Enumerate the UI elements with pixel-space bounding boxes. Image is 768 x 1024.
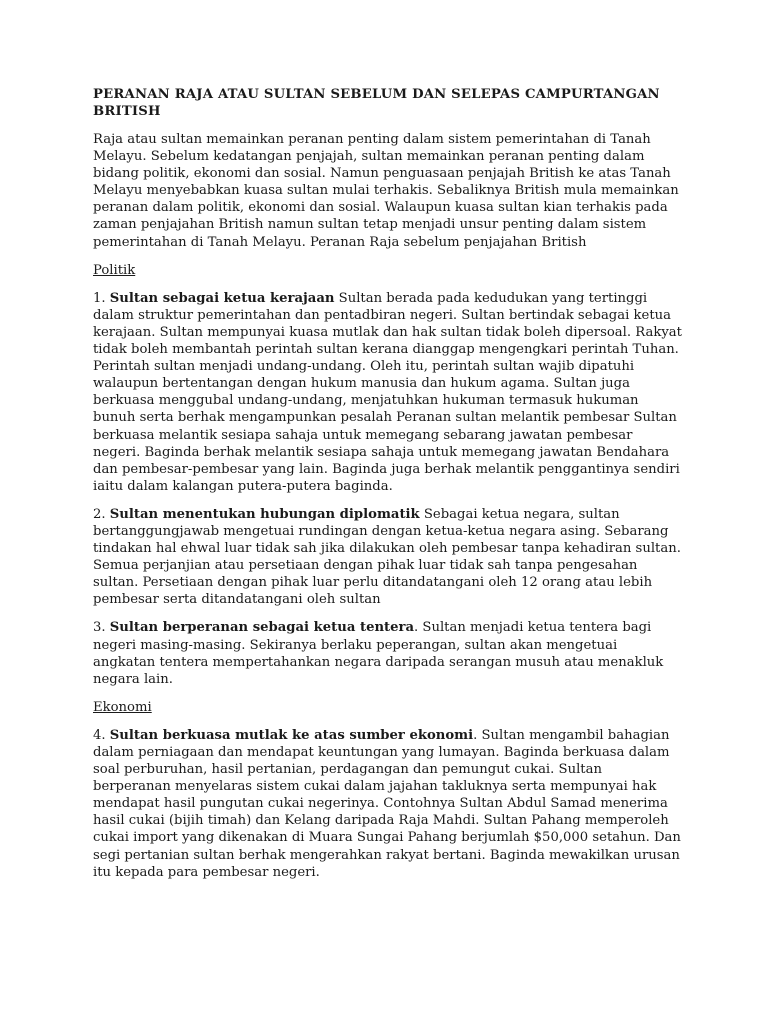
point-1-paragraph: [93, 290, 683, 495]
point-4-number: 4.: [93, 727, 110, 743]
document-body: [93, 86, 683, 892]
intro-paragraph: Raja atau sultan memainkan peranan penting dalam sistem pemerintahan di Tanah Melayu. Sebelum kedatangan penjajah, sultan memainkan peranan penting dalam bidang politik, ekonomi dan sosial. Namun penguasaan penjajah British ke atas Tanah Melayu menyebabkan kuasa sultan mulai terhakis. Sebaliknya British mula memainkan peranan dalam politik, ekonomi dan sosial. Walaupun kuasa sultan kian terhakis pada zaman penjajahan British namun sultan tetap menjadi unsur penting dalam sistem pemerintahan di Tanah Melayu. Peranan Raja sebelum penjajahan British: [93, 132, 679, 250]
document-title: PERANAN RAJA ATAU SULTAN SEBELUM DAN SELEPAS CAMPURTANGAN BRITISH: [93, 87, 660, 119]
point-3-number: 3.: [93, 620, 110, 636]
point-3-text: . Sultan menjadi ketua tentera bagi negeri masing-masing. Sekiranya berlaku peperangan, sultan akan mengetuai angkatan tentera mempertahankan negara daripada serangan musuh atau menakluk negara lain.: [93, 620, 664, 687]
section-heading-politik: Politik: [93, 262, 136, 278]
point-4-paragraph: [93, 727, 683, 881]
point-1-text: Sultan berada pada kedudukan yang tertinggi dalam struktur pemerintahan dan pentadbiran negeri. Sultan bertindak sebagai ketua kerajaan. Sultan mempunyai kuasa mutlak dan hak sultan tidak boleh dipersoal. Rakyat tidak boleh membantah perintah sultan kerana dianggap mengengkari perintah Tuhan. Perintah sultan menjadi undang-undang. Oleh itu, perintah sultan wajib dipatuhi walaupun bertentangan dengan hukum manusia dan hukum agama. Sultan juga berkuasa menggubal undang-undang, menjatuhkan hukuman termasuk hukuman bunuh serta berhak mengampunkan pesalah Peranan sultan melantik pembesar Sultan berkuasa melantik sesiapa sahaja untuk memegang sebarang jawatan pembesar negeri. Baginda berhak melantik sesiapa sahaja untuk memegang jawatan Bendahara dan pembesar-pembesar yang lain. Baginda juga berhak melantik penggantinya sendiri iaitu dalam kalangan putera-putera baginda.: [93, 290, 682, 494]
point-2-number: 2.: [93, 506, 110, 522]
point-4-text: . Sultan mengambil bahagian dalam perniagaan dan mendapat keuntungan yang lumayan. Baginda berkuasa dalam soal perburuhan, hasil pertanian, perdagangan dan pemungut cukai. Sultan berperanan menyelaras sistem cukai dalam jajahan takluknya serta mempunyai hak mendapat hasil pungutan cukai negerinya. Contohnya Sultan Abdul Samad menerima hasil cukai (bijih timah) dan Kelang daripada Raja Mahdi. Sultan Pahang memperoleh cukai import yang dikenakan di Muara Sungai Pahang berjumlah $50,000 setahun. Dan segi pertanian sultan berhak mengerahkan rakyat bertani. Baginda mewakilkan urusan itu kepada para pembesar negeri.: [93, 727, 681, 880]
point-1-number: 1.: [93, 290, 110, 306]
point-3-heading: Sultan berperanan sebagai ketua tentera: [109, 620, 415, 636]
point-4-heading: Sultan berkuasa mutlak ke atas sumber ekonomi: [109, 727, 474, 743]
section-heading-ekonomi: Ekonomi: [93, 699, 152, 715]
point-1-heading: Sultan sebagai ketua kerajaan: [109, 290, 335, 306]
point-2-text: Sebagai ketua negara, sultan bertanggungjawab mengetuai rundingan dengan ketua-ketua negara asing. Sebarang tindakan hal ehwal luar tidak sah jika dilakukan oleh pembesar tanpa kehadiran sultan. Semua perjanjian atau persetiaan dengan pihak luar tidak sah tanpa pengesahan sultan. Persetiaan dengan pihak luar perlu ditandatangani oleh 12 orang atau lebih pembesar serta ditandatangani oleh sultan: [93, 506, 681, 608]
point-2-heading: Sultan menentukan hubungan diplomatik: [109, 506, 420, 522]
point-2-paragraph: [93, 506, 683, 609]
point-3-paragraph: [93, 619, 683, 687]
